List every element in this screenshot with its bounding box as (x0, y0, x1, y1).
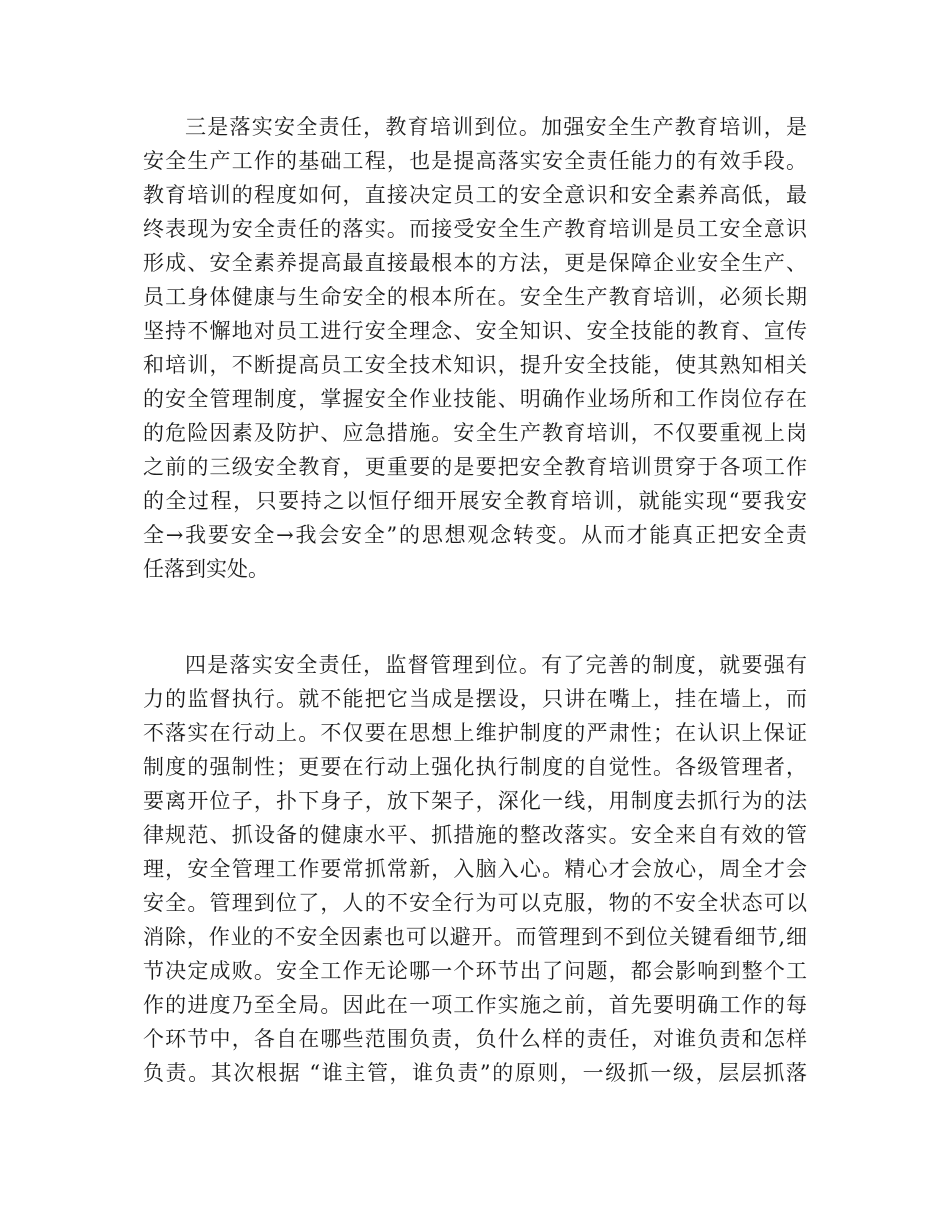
text-line: 任落到实处。 (143, 557, 269, 581)
paragraph-supervision-management (143, 648, 807, 1090)
text-line: 终表现为安全责任的落实。而接受安全生产教育培训是员工安全意识 (143, 217, 807, 241)
text-line: 和培训，不断提高员工安全技术知识，提升安全技能，使其熟知相关 (143, 353, 807, 377)
text-line: 的危险因素及防护、应急措施。安全生产教育培训，不仅要重视上岗 (143, 421, 807, 445)
text-line: 四是落实安全责任，监督管理到位。有了完善的制度，就要强有 (185, 653, 807, 677)
text-line: 作的进度乃至全局。因此在一项工作实施之前，首先要明确工作的每 (143, 993, 807, 1017)
text-line: 坚持不懈地对员工进行安全理念、安全知识、安全技能的教育、宣传 (143, 319, 807, 343)
text-line: 安全。管理到位了，人的不安全行为可以克服，物的不安全状态可以 (143, 891, 807, 915)
text-line: 要离开位子，扑下身子，放下架子，深化一线，用制度去抓行为的法 (143, 789, 807, 813)
text-line: 的全过程，只要持之以恒仔细开展安全教育培训，就能实现“要我安 (143, 489, 807, 513)
text-line: 负责。其次根据 “谁主管，谁负责”的原则，一级抓一级，层层抓落 (143, 1061, 807, 1085)
text-line: 教育培训的程度如何，直接决定员工的安全意识和安全素养高低，最 (143, 183, 807, 207)
text-line: 律规范、抓设备的健康水平、抓措施的整改落实。安全来自有效的管 (143, 823, 807, 847)
text-line: 制度的强制性；更要在行动上强化执行制度的自觉性。各级管理者， (143, 755, 807, 779)
text-line: 不落实在行动上。不仅要在思想上维护制度的严肃性；在认识上保证 (143, 721, 807, 745)
text-line: 节决定成败。安全工作无论哪一个环节出了问题，都会影响到整个工 (143, 959, 807, 983)
text-line: 理，安全管理工作要常抓常新，入脑入心。精心才会放心，周全才会 (143, 857, 807, 881)
text-line: 力的监督执行。就不能把它当成是摆设，只讲在嘴上，挂在墙上，而 (143, 687, 807, 711)
text-line: 三是落实安全责任，教育培训到位。加强安全生产教育培训，是 (185, 115, 807, 139)
text-line: 形成、安全素养提高最直接最根本的方法，更是保障企业安全生产、 (143, 251, 807, 275)
paragraph-safety-training (143, 110, 807, 586)
text-line: 全→我要安全→我会安全”的思想观念转变。从而才能真正把安全责 (143, 523, 807, 547)
text-line: 的安全管理制度，掌握安全作业技能、明确作业场所和工作岗位存在 (143, 387, 807, 411)
text-line: 之前的三级安全教育，更重要的是要把安全教育培训贯穿于各项工作 (143, 455, 807, 479)
text-line: 消除，作业的不安全因素也可以避开。而管理到不到位关键看细节,细 (143, 925, 807, 949)
text-line: 员工身体健康与生命安全的根本所在。安全生产教育培训，必须长期 (143, 285, 807, 309)
text-line: 个环节中，各自在哪些范围负责，负什么样的责任，对谁负责和怎样 (143, 1027, 807, 1051)
text-line: 安全生产工作的基础工程，也是提高落实安全责任能力的有效手段。 (143, 149, 807, 173)
